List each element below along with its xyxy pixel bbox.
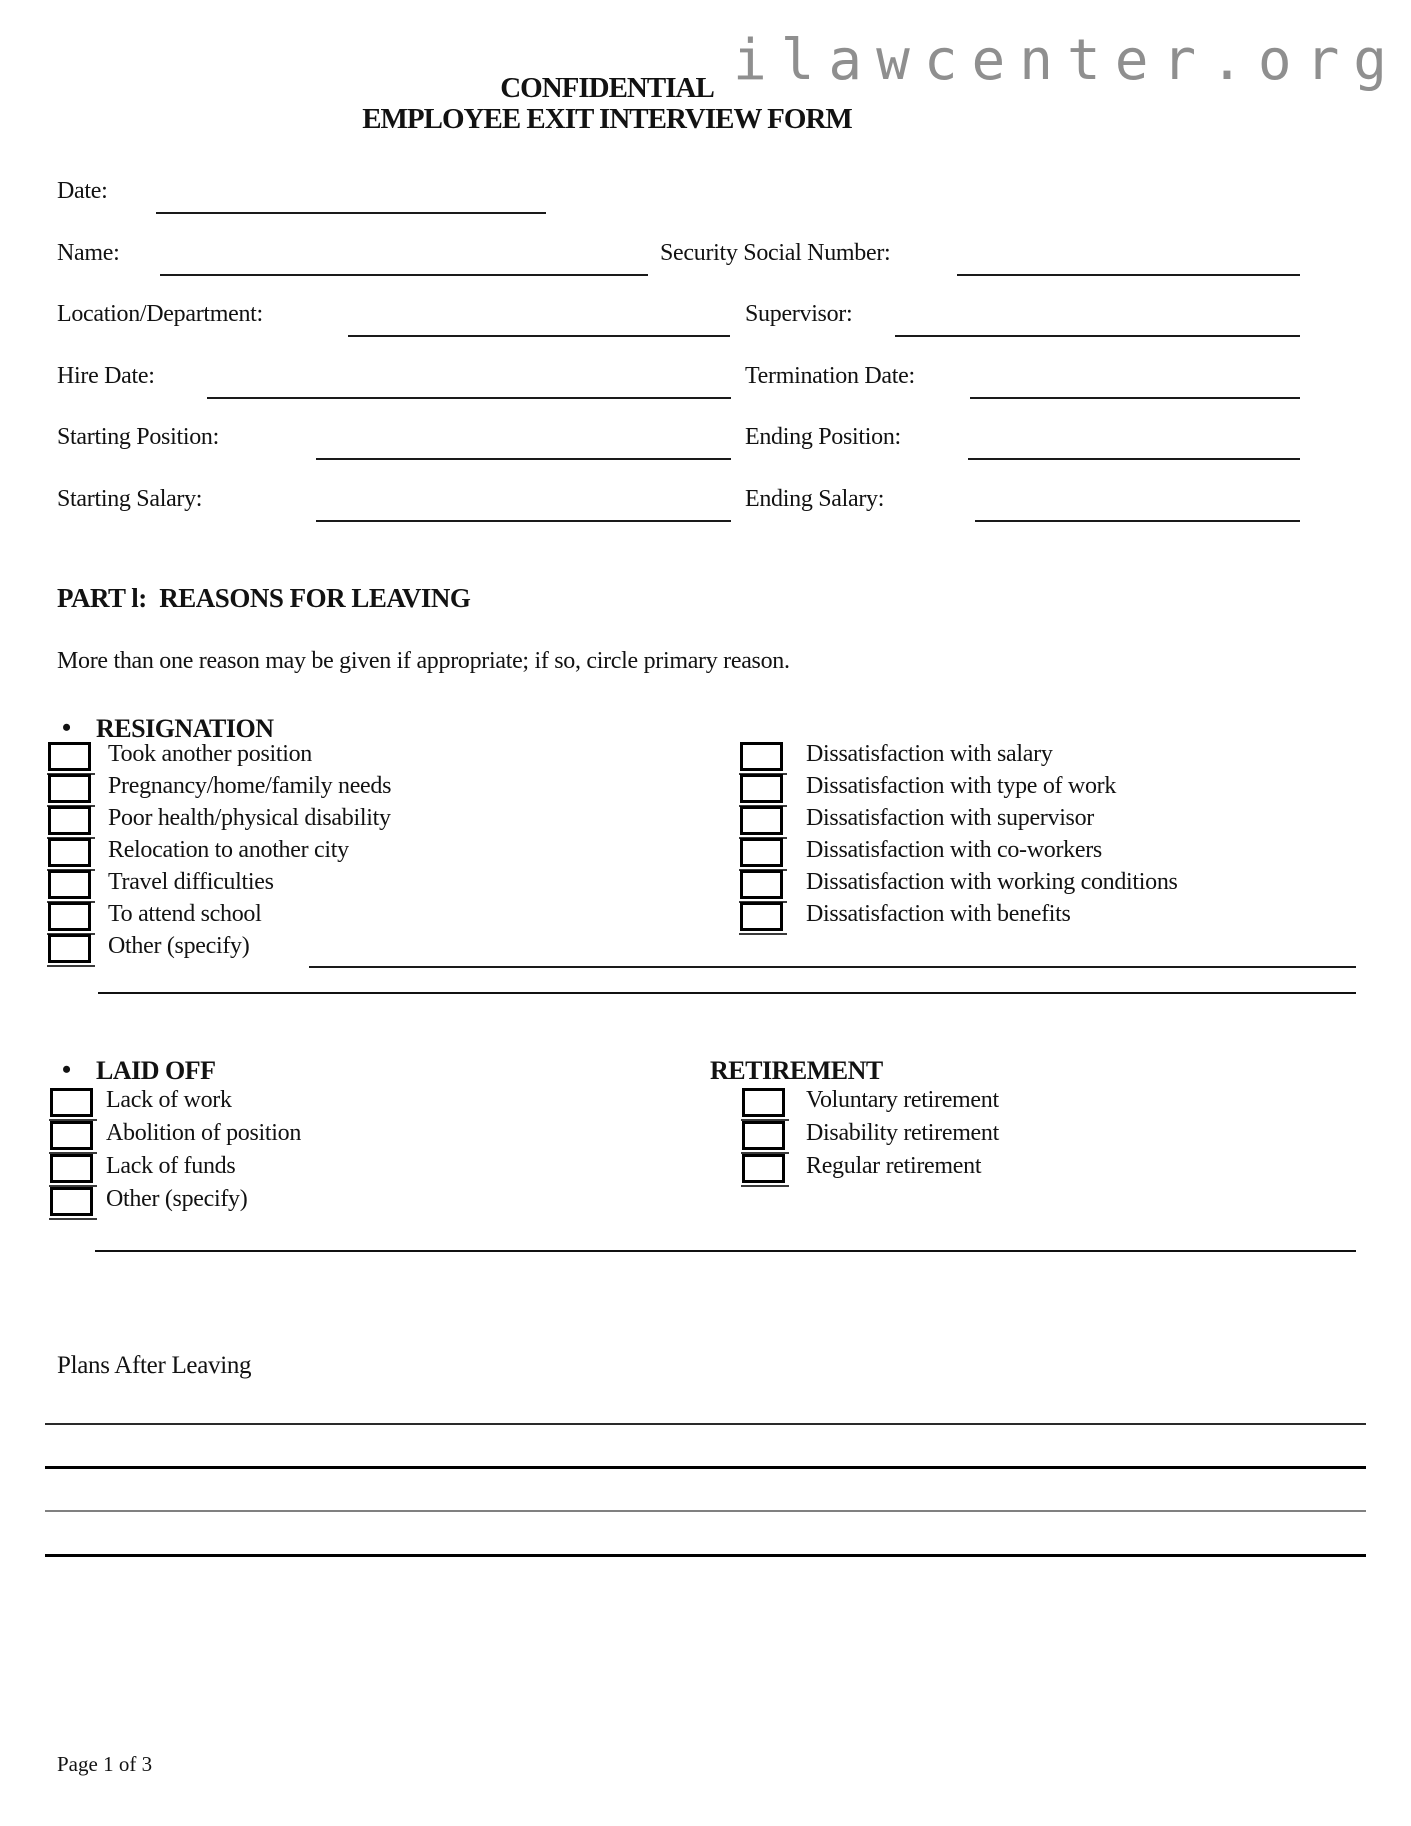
supervisor-label: Supervisor: [745, 301, 853, 327]
plans-after-leaving-label: Plans After Leaving [57, 1352, 252, 1379]
checkbox-attend-school[interactable] [48, 902, 91, 931]
ssn-input-line[interactable] [957, 274, 1300, 276]
resignation-item-label: To attend school [108, 901, 262, 927]
part1-instructions: More than one reason may be given if appropriate; if so, circle primary reason. [57, 648, 790, 674]
resignation-item-label: Travel difficulties [108, 869, 274, 895]
checkbox-disability-retirement[interactable] [742, 1121, 785, 1150]
part1-heading: PART l: REASONS FOR LEAVING [57, 583, 471, 613]
checkbox-regular-retirement[interactable] [742, 1154, 785, 1183]
termination-date-input-line[interactable] [970, 397, 1300, 399]
checkbox-lack-of-work[interactable] [50, 1088, 93, 1117]
resignation-item-label: Dissatisfaction with salary [806, 741, 1053, 767]
ending-salary-input-line[interactable] [975, 520, 1300, 522]
retirement-item-label: Voluntary retirement [806, 1087, 999, 1113]
retirement-item-label: Regular retirement [806, 1153, 982, 1179]
name-label: Name: [57, 240, 120, 266]
resignation-item-label: Dissatisfaction with benefits [806, 901, 1071, 927]
resignation-item-label: Dissatisfaction with working conditions [806, 869, 1178, 895]
resignation-item-label: Took another position [108, 741, 312, 767]
hire-date-label: Hire Date: [57, 363, 155, 389]
confidential-heading: CONFIDENTIAL [500, 72, 714, 104]
checkbox-relocation[interactable] [48, 838, 91, 867]
laid-off-heading: • LAID OFF [96, 1056, 216, 1086]
checkbox-took-another-position[interactable] [48, 742, 91, 771]
ssn-label: Security Social Number: [660, 240, 891, 266]
resignation-item-label: Relocation to another city [108, 837, 349, 863]
location-department-label: Location/Department: [57, 301, 263, 327]
supervisor-input-line[interactable] [895, 335, 1300, 337]
date-input-line[interactable] [156, 212, 546, 214]
date-label: Date: [57, 178, 108, 204]
resignation-item-label: Poor health/physical disability [108, 805, 391, 831]
resignation-other-specify-line[interactable] [309, 966, 1356, 968]
retirement-item-label: Disability retirement [806, 1120, 999, 1146]
resignation-item-label: Other (specify) [108, 933, 250, 959]
resignation-item-label: Dissatisfaction with co-workers [806, 837, 1102, 863]
starting-salary-input-line[interactable] [316, 520, 731, 522]
ending-position-label: Ending Position: [745, 424, 901, 450]
laid-off-item-label: Lack of work [106, 1087, 232, 1113]
checkbox-dissatisfaction-type-of-work[interactable] [740, 774, 783, 803]
retirement-heading: RETIREMENT [710, 1056, 883, 1085]
laid-off-item-label: Lack of funds [106, 1153, 236, 1179]
checkbox-dissatisfaction-supervisor[interactable] [740, 806, 783, 835]
form-title: EMPLOYEE EXIT INTERVIEW FORM [362, 103, 852, 135]
checkbox-dissatisfaction-salary[interactable] [740, 742, 783, 771]
hire-date-input-line[interactable] [207, 397, 731, 399]
termination-date-label: Termination Date: [745, 363, 915, 389]
checkbox-resignation-other[interactable] [48, 934, 91, 963]
checkbox-travel-difficulties[interactable] [48, 870, 91, 899]
plans-writing-line[interactable] [45, 1554, 1366, 1557]
laid-off-item-label: Other (specify) [106, 1186, 248, 1212]
plans-writing-line[interactable] [45, 1510, 1366, 1512]
checkbox-dissatisfaction-working-conditions[interactable] [740, 870, 783, 899]
resignation-item-label: Dissatisfaction with supervisor [806, 805, 1094, 831]
starting-position-input-line[interactable] [316, 458, 731, 460]
checkbox-dissatisfaction-benefits[interactable] [740, 902, 783, 931]
checkbox-pregnancy-home-family[interactable] [48, 774, 91, 803]
location-department-input-line[interactable] [348, 335, 730, 337]
starting-position-label: Starting Position: [57, 424, 219, 450]
page-number: Page 1 of 3 [57, 1752, 153, 1776]
ending-position-input-line[interactable] [968, 458, 1300, 460]
laid-off-item-label: Abolition of position [106, 1120, 302, 1146]
resignation-item-label: Pregnancy/home/family needs [108, 773, 392, 799]
checkbox-dissatisfaction-coworkers[interactable] [740, 838, 783, 867]
checkbox-laid-off-other[interactable] [50, 1187, 93, 1216]
starting-salary-label: Starting Salary: [57, 486, 203, 512]
section-divider [98, 992, 1356, 994]
checkbox-poor-health[interactable] [48, 806, 91, 835]
section-divider [95, 1250, 1356, 1252]
plans-writing-line[interactable] [45, 1423, 1366, 1425]
checkbox-abolition-of-position[interactable] [50, 1121, 93, 1150]
checkbox-voluntary-retirement[interactable] [742, 1088, 785, 1117]
resignation-heading: • RESIGNATION [96, 714, 274, 744]
resignation-item-label: Dissatisfaction with type of work [806, 773, 1117, 799]
watermark-text: ilawcenter.org [732, 28, 1401, 93]
plans-writing-line[interactable] [45, 1466, 1366, 1469]
ending-salary-label: Ending Salary: [745, 486, 885, 512]
name-input-line[interactable] [160, 274, 648, 276]
checkbox-lack-of-funds[interactable] [50, 1154, 93, 1183]
